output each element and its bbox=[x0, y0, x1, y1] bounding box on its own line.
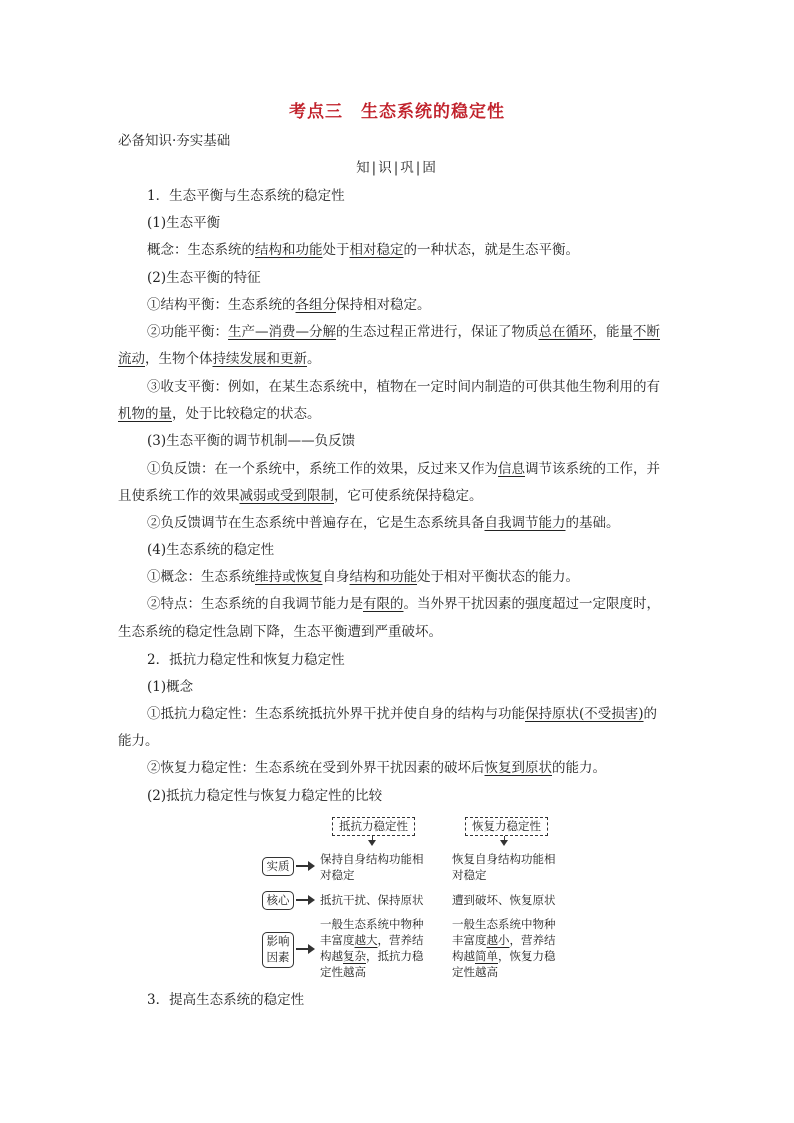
structure-balance: ①结构平衡：生态系统的各组分保持相对稳定。 bbox=[147, 297, 431, 313]
page-title: 考点三 生态系统的稳定性 bbox=[289, 102, 505, 122]
function-balance-cont: 流动，生物个体持续发展和更新。 bbox=[118, 351, 321, 367]
resistance-stability-cont: 能力。 bbox=[118, 733, 159, 749]
subsection-1-2: (2)生态平衡的特征 bbox=[147, 270, 261, 286]
concept-line: 概念：生态系统的结构和功能处于相对稳定的一种状态，就是生态平衡。 bbox=[147, 242, 579, 258]
section-2-heading: 2．抵抗力稳定性和恢复力稳定性 bbox=[147, 652, 345, 668]
core-resistance: 抵抗干扰、保持原状 bbox=[320, 893, 424, 907]
section-label: 知|识|巩|固 bbox=[356, 160, 438, 176]
col-header-resilience: 恢复力稳定性 bbox=[465, 817, 548, 836]
function-balance: ②功能平衡：生产—消费—分解的生态过程正常进行，保证了物质总在循环，能量不断 bbox=[147, 324, 660, 340]
resistance-stability: ①抵抗力稳定性：生态系统抵抗外界干扰并使自身的结构与功能保持原状(不受损害)的 bbox=[147, 706, 658, 722]
subsection-1-3: (3)生态平衡的调节机制——负反馈 bbox=[147, 433, 356, 449]
right-arrow-icon bbox=[296, 899, 310, 901]
subsection-2-1: (1)概念 bbox=[147, 679, 194, 695]
right-arrow-icon bbox=[296, 865, 310, 867]
budget-balance: ③收支平衡：例如，在某生态系统中，植物在一定时间内制造的可供其他生物利用的有 bbox=[147, 379, 660, 395]
down-arrow-icon bbox=[368, 840, 376, 846]
negative-feedback-1: ①负反馈：在一个系统中，系统工作的效果，反过来又作为信息调节该系统的工作，并 bbox=[147, 461, 660, 477]
resilience-stability: ②恢复力稳定性：生态系统在受到外界干扰因素的破坏后恢复到原状的能力。 bbox=[147, 760, 606, 776]
factors-resistance: 一般生态系统中物种 丰富度越大，营养结 构越复杂，抵抗力稳 定性越高 bbox=[320, 917, 424, 979]
budget-balance-cont: 机物的量，处于比较稳定的状态。 bbox=[118, 406, 321, 422]
row-label-factors: 影响 因素 bbox=[262, 932, 294, 968]
essence-resilience: 恢复自身结构功能相 对稳定 bbox=[452, 852, 556, 882]
right-arrow-icon bbox=[296, 948, 310, 950]
core-resilience: 遭到破坏、恢复原状 bbox=[452, 893, 556, 907]
negative-feedback-1-cont: 且使系统工作的效果减弱或受到限制，它可使系统保持稳定。 bbox=[118, 488, 483, 504]
down-arrow-icon bbox=[500, 840, 508, 846]
row-label-essence: 实质 bbox=[262, 857, 294, 876]
subsection-1-4: (4)生态系统的稳定性 bbox=[147, 542, 275, 558]
subsection-1-1: (1)生态平衡 bbox=[147, 215, 221, 231]
stability-feature: ②特点：生态系统的自我调节能力是有限的。当外界干扰因素的强度超过一定限度时， bbox=[147, 596, 660, 612]
section-3-heading: 3．提高生态系统的稳定性 bbox=[147, 992, 305, 1008]
comparison-diagram bbox=[258, 812, 578, 987]
subsection-2-2: (2)抵抗力稳定性与恢复力稳定性的比较 bbox=[147, 788, 383, 804]
col-header-resistance: 抵抗力稳定性 bbox=[332, 817, 415, 836]
essence-resistance: 保持自身结构功能相 对稳定 bbox=[320, 852, 424, 882]
row-label-core: 核心 bbox=[262, 891, 294, 910]
negative-feedback-2: ②负反馈调节在生态系统中普遍存在，它是生态系统具备自我调节能力的基础。 bbox=[147, 515, 620, 531]
subheading: 必备知识·夯实基础 bbox=[118, 133, 231, 149]
stability-concept: ①概念：生态系统维持或恢复自身结构和功能处于相对平衡状态的能力。 bbox=[147, 569, 579, 585]
section-1-heading: 1．生态平衡与生态系统的稳定性 bbox=[147, 188, 345, 204]
stability-feature-cont: 生态系统的稳定性急剧下降，生态平衡遭到严重破坏。 bbox=[118, 624, 442, 640]
factors-resilience: 一般生态系统中物种 丰富度越小，营养结 构越简单，恢复力稳 定性越高 bbox=[452, 917, 556, 979]
